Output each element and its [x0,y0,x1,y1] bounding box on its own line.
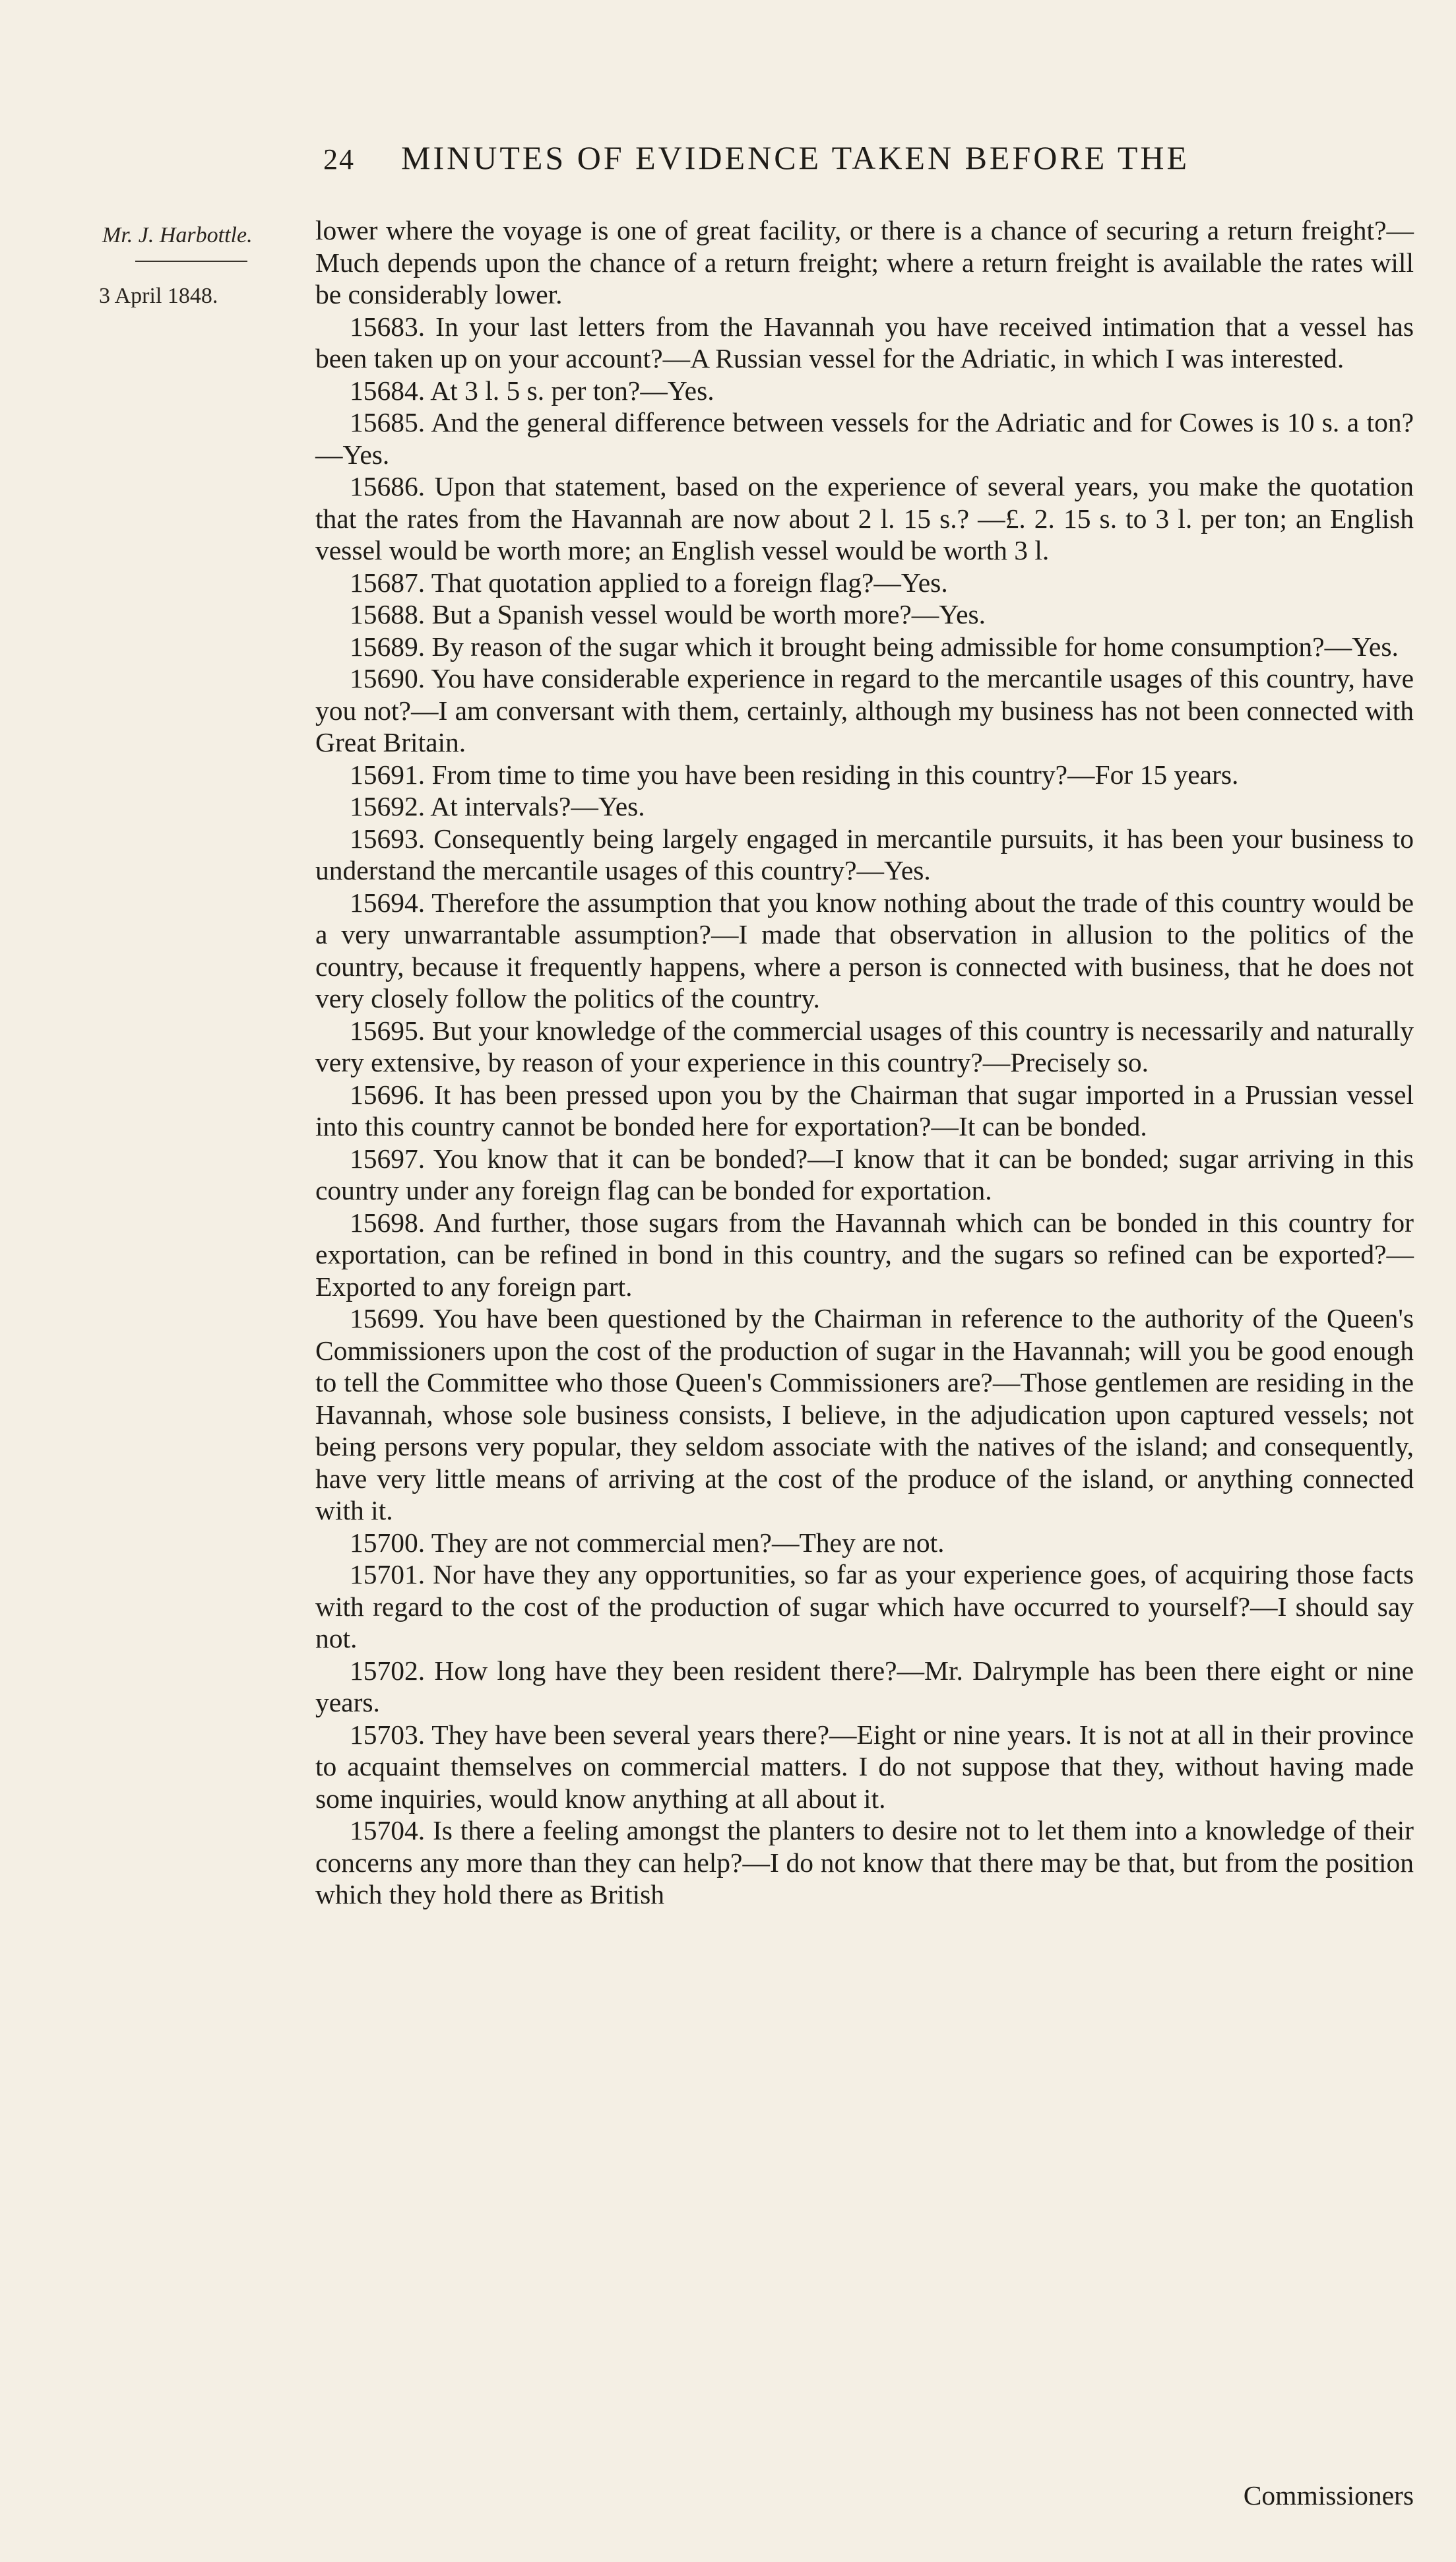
margin-divider [135,261,247,262]
evidence-date: 3 April 1848. [99,284,218,308]
question-15690: 15690. You have considerable experience in regard to the mercantile usages of this country, have you not?—I am conversant with them, certainly, although my business has not been connected with Great Britain. [315,663,1414,757]
question-15693: 15693. Consequently being largely engaged in mercantile pursuits, it has been your business to understand the mercantile usages of this country?—Yes. [315,823,1414,885]
page-header [323,139,1293,177]
page-number: 24 [323,143,355,176]
catchword: Commissioners [1243,2480,1414,2511]
question-15698: 15698. And further, those sugars from the Havannah which can be bonded in this country for exportation, can be refined in bond in this country, and the sugars so refined can be exported?—Exported to any foreign part. [315,1207,1414,1302]
paragraph-continued: lower where the voyage is one of great facility, or there is a chance of securing a return freight?—Much depends upon the chance of a return freight; where a return freight is available the rates will be considerably lower. [315,215,1414,309]
evidence-body [315,214,1414,1911]
question-15688: 15688. But a Spanish vessel would be worth more?—Yes. [350,599,986,629]
question-15691: 15691. From time to time you have been residing in this country?—For 15 years. [350,759,1239,790]
question-15703: 15703. They have been several years there?—Eight or nine years. It is not at all in their province to acquaint themselves on commercial matters. I do not suppose that they, without having made some inquiries, would know anything at all about it. [315,1719,1414,1814]
question-15689: 15689. By reason of the sugar which it brought being admissible for home consumption?—Yes. [350,631,1399,662]
witness-name: Mr. J. Harbottle. [102,223,253,247]
question-15704: 15704. Is there a feeling amongst the planters to desire not to let them into a knowledge of their concerns any more than they can help?—I do not know that there may be that, but from the position which they hold there as British [315,1815,1414,1909]
question-15699: 15699. You have been questioned by the Chairman in reference to the authority of the Queen's Commissioners upon the cost of the production of sugar in the Havannah; will you be good enough to tell the Committee who those Queen's Commissioners are?—Those gentlemen are residing in the Havannah, whose sole business consists, I believe, in the adjudication upon captured vessels; not being persons very popular, they seldom associate with the natives of the island; and consequently, have very little means of arriving at the cost of the produce of the island, or anything connected with it. [315,1303,1414,1525]
question-15694: 15694. Therefore the assumption that you know nothing about the trade of this country would be a very unwarrantable assumption?—I made that observation in allusion to the politics of the country, because it frequently happens, where a person is connected with business, that he does not very closely follow the politics of the country. [315,887,1414,1013]
question-15702: 15702. How long have they been resident there?—Mr. Dalrymple has been there eight or nine years. [315,1655,1414,1717]
question-15692: 15692. At intervals?—Yes. [350,791,645,821]
question-15684: 15684. At 3 l. 5 s. per ton?—Yes. [350,375,714,406]
question-15687: 15687. That quotation applied to a foreign flag?—Yes. [350,567,948,598]
question-15696: 15696. It has been pressed upon you by the Chairman that sugar imported in a Prussian vessel into this country cannot be bonded here for exportation?—It can be bonded. [315,1079,1414,1141]
question-15686: 15686. Upon that statement, based on the experience of several years, you make the quotation that the rates from the Havannah are now about 2 l. 15 s.? —£. 2. 15 s. to 3 l. per ton; an English vessel would be worth more; an English vessel would be worth 3 l. [315,471,1414,565]
question-15701: 15701. Nor have they any opportunities, so far as your experience goes, of acquiring those facts with regard to the cost of the production of sugar which have occurred to yourself?—I should say not. [315,1559,1414,1653]
question-15695: 15695. But your knowledge of the commercial usages of this country is necessarily and naturally very extensive, by reason of your experience in this country?—Precisely so. [315,1015,1414,1077]
question-15700: 15700. They are not commercial men?—They are not. [350,1527,945,1558]
question-15697: 15697. You know that it can be bonded?—I know that it can be bonded; sugar arriving in this country under any foreign flag can be bonded for exportation. [315,1143,1414,1205]
question-15685: 15685. And the general difference between vessels for the Adriatic and for Cowes is 10 s. a ton?—Yes. [315,407,1414,470]
question-15683: 15683. In your last letters from the Havannah you have received intimation that a vessel has been taken up on your account?—A Russian vessel for the Adriatic, in which I was interested. [315,311,1414,373]
running-title: MINUTES OF EVIDENCE TAKEN BEFORE THE [401,139,1190,176]
